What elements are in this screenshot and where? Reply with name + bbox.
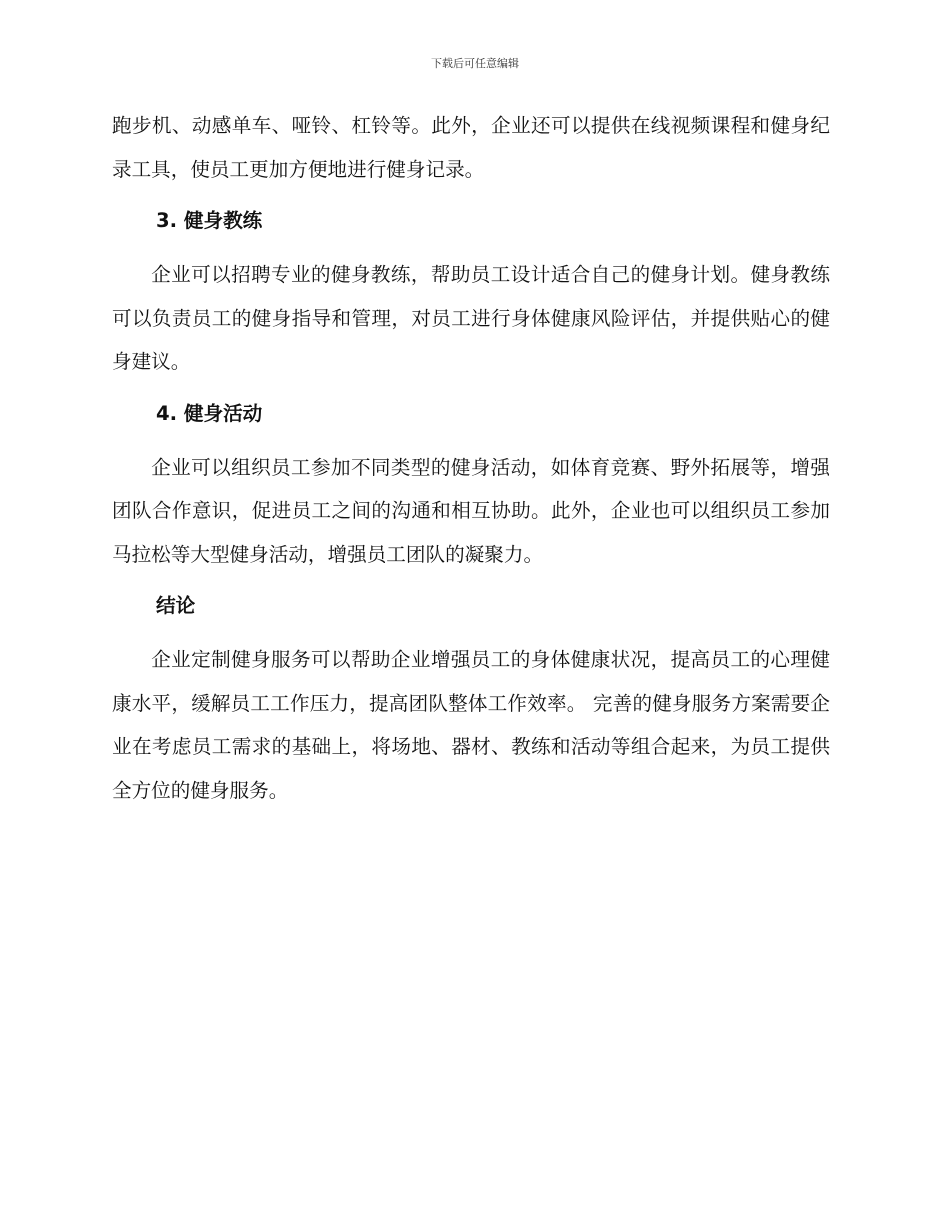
heading-fitness-coach <box>112 191 830 253</box>
paragraph-fitness-activities: 企业可以组织员工参加不同类型的健身活动，如体育竞赛、野外拓展等，增强团队合作意识，促进员工之间的沟通和相互协助。此外，企业也可以组织员工参加马拉松等大型健身活动，增强员工团队的凝聚力。 <box>112 455 830 566</box>
paragraph-fitness-coach: 企业可以招聘专业的健身教练，帮助员工设计适合自己的健身计划。健身教练可以负责员工的健身指导和管理，对员工进行身体健康风险评估，并提供贴心的健身建议。 <box>112 263 830 373</box>
heading-fitness-activities <box>112 384 830 446</box>
paragraph-equipment-continued: 跑步机、动感单车、哑铃、杠铃等。此外，企业还可以提供在线视频课程和健身纪录工具，使员工更加方便地进行健身记录。 <box>112 114 830 181</box>
document-body <box>112 104 830 812</box>
heading-conclusion <box>112 576 830 638</box>
heading-fitness-coach-text: 3. 健身教练 <box>156 209 263 232</box>
paragraph-conclusion: 企业定制健身服务可以帮助企业增强员工的身体健康状况，提高员工的心理健康水平，缓解员工工作压力，提高团队整体工作效率。 完善的健身服务方案需要企业在考虑员工需求的基础上，将场地、器材、教练和活动等组合起来，为员工提供全方位的健身服务。 <box>112 648 830 802</box>
heading-fitness-activities-text: 4. 健身活动 <box>156 401 263 425</box>
page-header: 下载后可任意编辑 <box>431 57 519 70</box>
heading-conclusion-text: 结论 <box>156 594 196 617</box>
